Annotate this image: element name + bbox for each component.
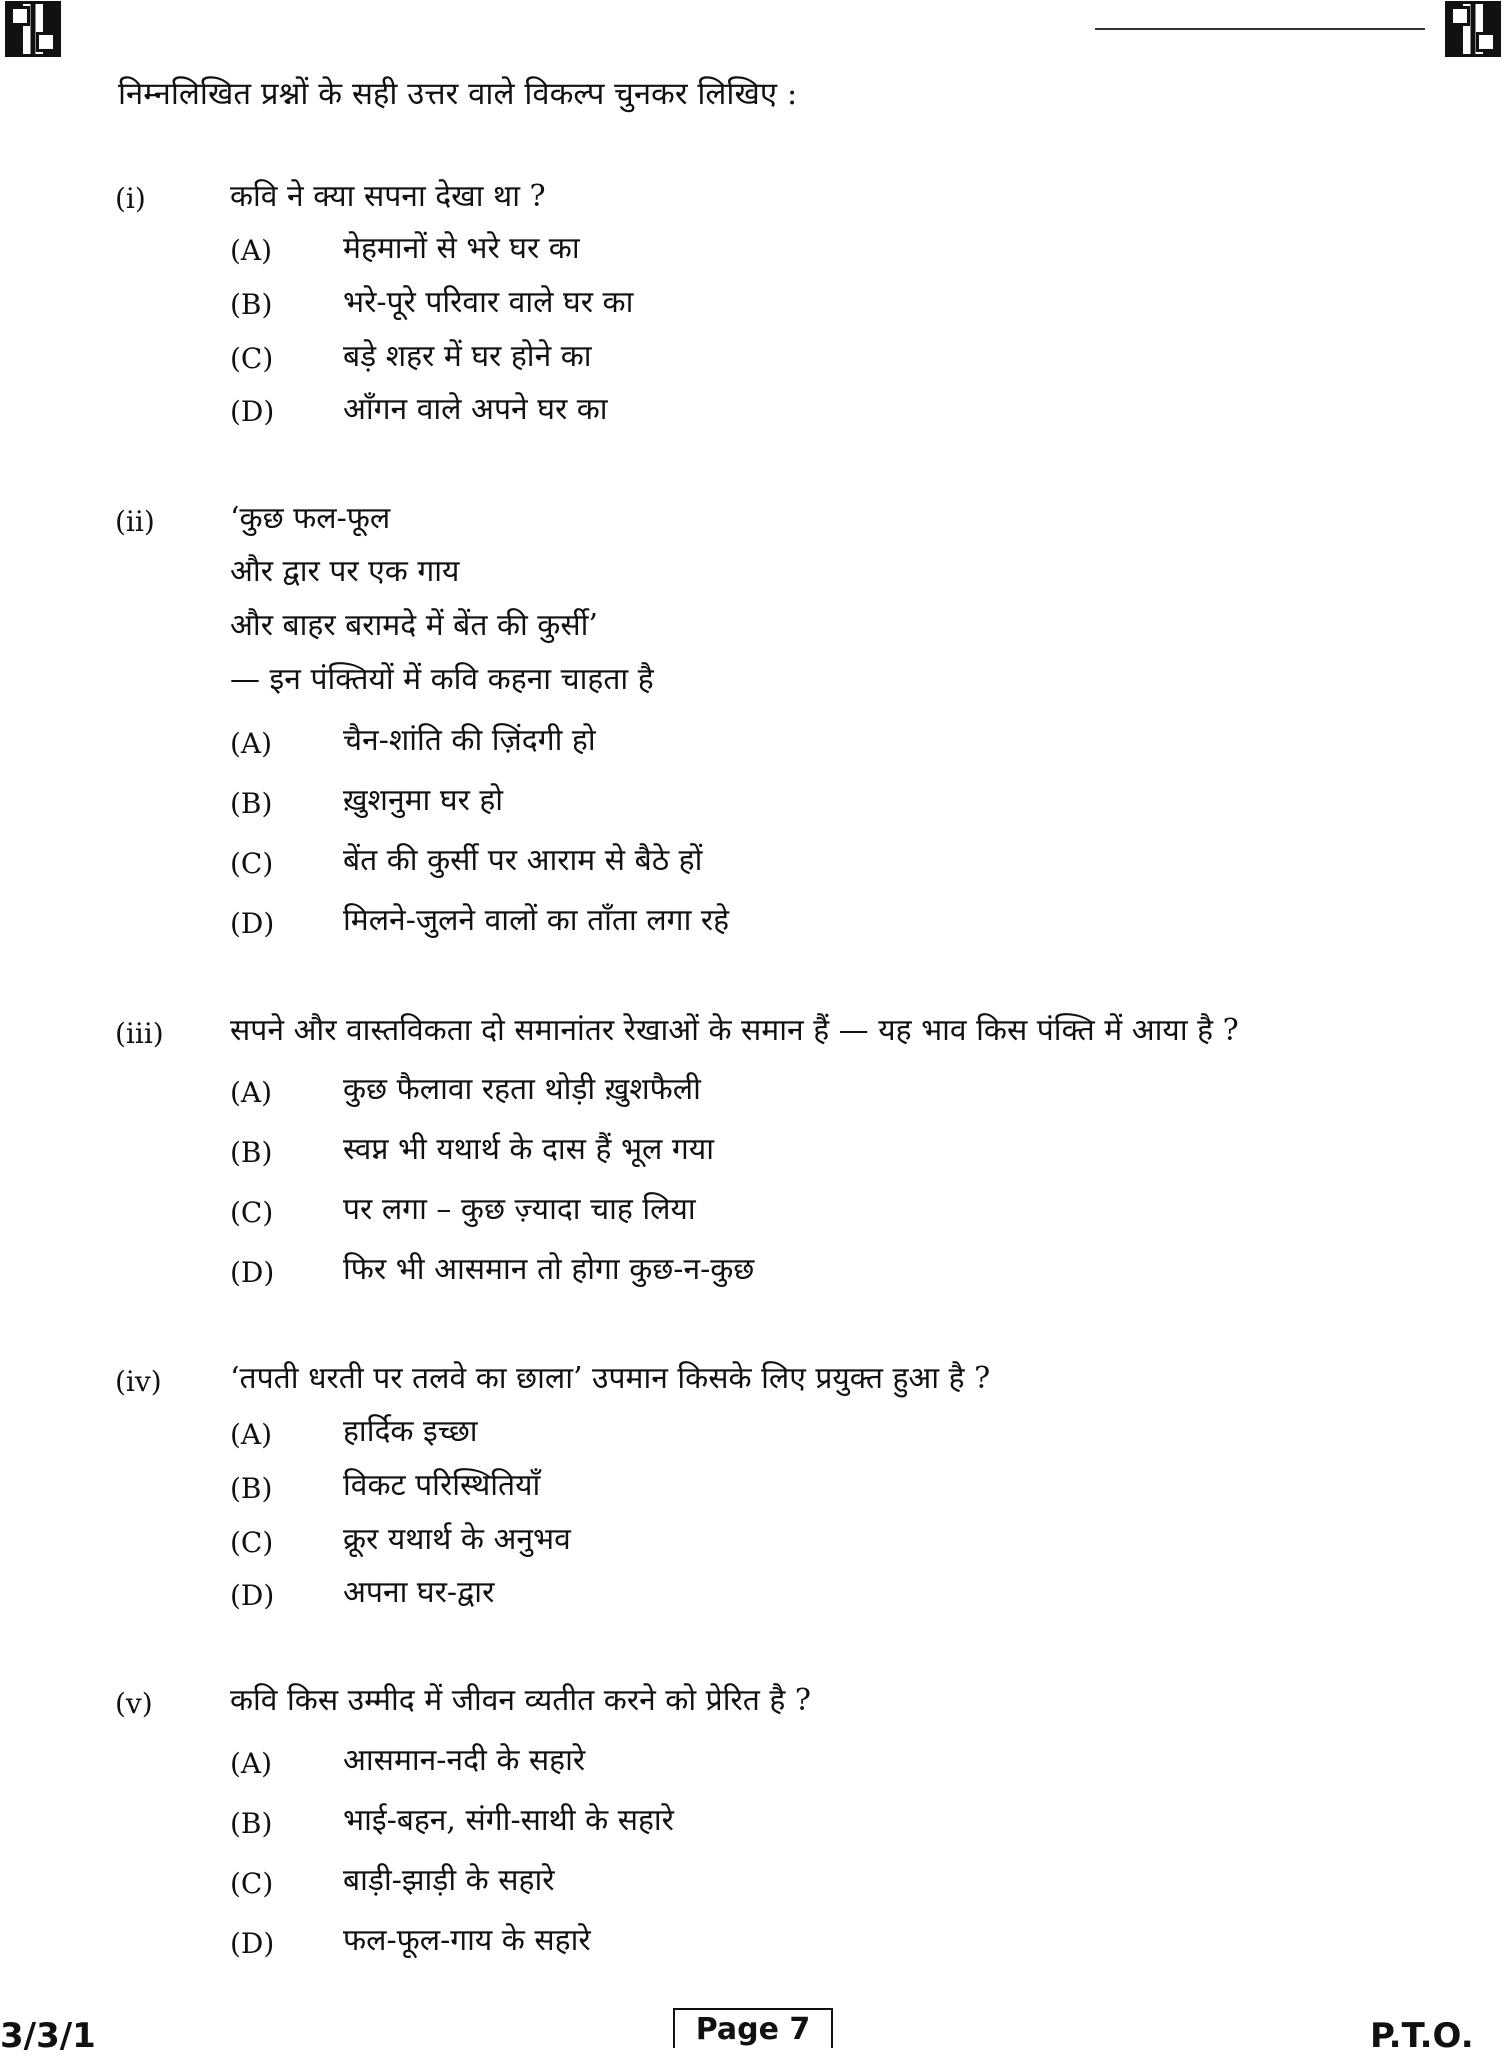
option-text: स्वप्न भी यथार्थ के दास हैं भूल गया [343,1132,714,1167]
option-text: ख़ुशनुमा घर हो [343,783,504,818]
option-text: मेहमानों से भरे घर का [343,231,580,266]
qr-code-icon [1448,4,1498,54]
option-letter: (B) [230,288,273,321]
option-text: बेंत की कुर्सी पर आराम से बैठे हों [343,843,703,878]
question-number: (iv) [115,1365,162,1398]
option-letter: (A) [230,234,273,267]
option-letter: (A) [230,1747,273,1780]
instruction-text: निम्नलिखित प्रश्नों के सही उत्तर वाले विकल्प चुनकर लिखिए : [118,76,798,112]
option-letter: (B) [230,1472,273,1505]
option-text: भाई-बहन, संगी-साथी के सहारे [343,1803,674,1838]
page-number-box: Page 7 [673,2008,833,2048]
option-letter: (D) [230,907,275,940]
question-text-line: — इन पंक्तियों में कवि कहना चाहता है [230,662,654,697]
question-text: कवि किस उम्मीद में जीवन व्यतीत करने को प्रेरित है ? [230,1683,811,1718]
option-text: भरे-पूरे परिवार वाले घर का [343,285,634,320]
option-text: कुछ फैलावा रहता थोड़ी ख़ुशफैली [343,1072,701,1107]
question-text: ‘तपती धरती पर तलवे का छाला’ उपमान किसके लिए प्रयुक्त हुआ है ? [230,1361,991,1396]
question-text-line: ‘कुछ फल-फूल [230,501,391,536]
option-text: अपना घर-द्वार [343,1575,495,1610]
question-number: (i) [115,182,146,215]
option-letter: (B) [230,787,273,820]
option-text: बड़े शहर में घर होने का [343,339,592,374]
question-text-line: और बाहर बरामदे में बेंत की कुर्सी’ [230,608,598,643]
option-text: क्रूर यथार्थ के अनुभव [343,1522,571,1557]
qr-code-icon [8,4,58,54]
option-letter: (A) [230,1418,273,1451]
option-text: चैन-शांति की ज़िंदगी हो [343,723,596,758]
question-text: कवि ने क्या सपना देखा था ? [230,179,546,214]
option-text: मिलने-जुलने वालों का ताँता लगा रहे [343,903,730,938]
option-text: फल-फूल-गाय के सहारे [343,1923,591,1958]
question-number: (ii) [115,505,155,538]
option-text: पर लगा – कुछ ज़्यादा चाह लिया [343,1192,696,1227]
option-letter: (C) [230,847,274,880]
option-letter: (B) [230,1807,273,1840]
header-rule [1095,28,1425,30]
option-letter: (C) [230,1867,274,1900]
question-number: (iii) [115,1017,164,1050]
question-text-line: और द्वार पर एक गाय [230,554,460,589]
option-text: बाड़ी-झाड़ी के सहारे [343,1863,555,1898]
option-letter: (C) [230,1196,274,1229]
option-letter: (C) [230,342,274,375]
question-text: सपने और वास्तविकता दो समानांतर रेखाओं के समान हैं — यह भाव किस पंक्ति में आया है ? [230,1013,1239,1048]
option-text: फिर भी आसमान तो होगा कुछ-न-कुछ [343,1252,755,1287]
paper-code: 3/3/1 [0,2016,96,2056]
option-letter: (A) [230,727,273,760]
option-letter: (B) [230,1136,273,1169]
option-letter: (A) [230,1076,273,1109]
option-text: विकट परिस्थितियाँ [343,1468,541,1503]
option-letter: (C) [230,1526,274,1559]
pto-label: P.T.O. [1370,2016,1474,2056]
option-text: आसमान-नदी के सहारे [343,1743,586,1778]
option-letter: (D) [230,1579,275,1612]
option-letter: (D) [230,1927,275,1960]
option-letter: (D) [230,395,275,428]
question-number: (v) [115,1687,153,1720]
option-text: आँगन वाले अपने घर का [343,392,608,427]
option-letter: (D) [230,1256,275,1289]
option-text: हार्दिक इच्छा [343,1414,478,1449]
